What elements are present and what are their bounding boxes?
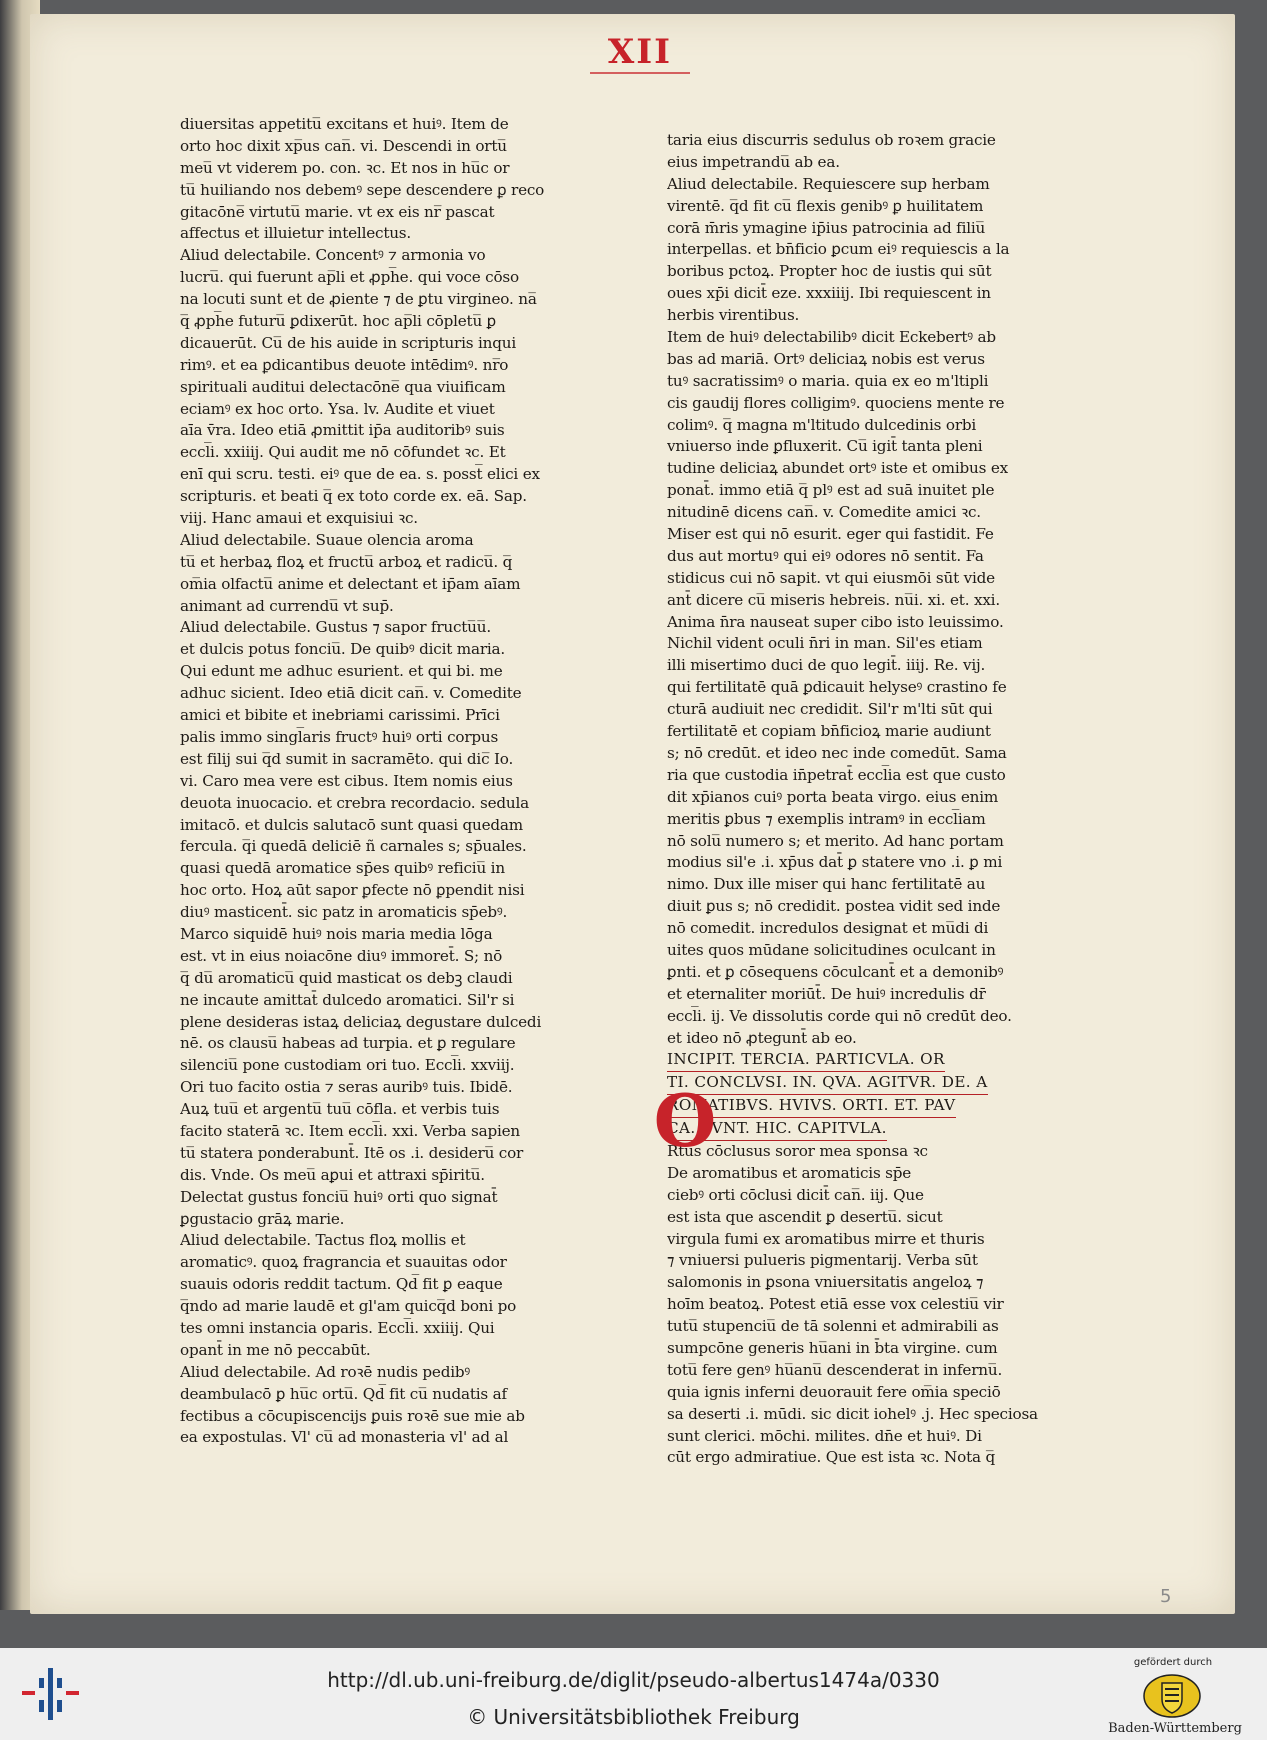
left-column-line: Ori tuo facito ostia ⁊ seras auribꝰ tuis. Ibidē. (180, 1078, 513, 1097)
right-column-line: fertilitatē et copiam bn̄ficioꝝ marie audiunt (667, 722, 991, 741)
right-column-line: est ista que ascendit ꝑ desertu̅. sicut (667, 1207, 943, 1226)
right-column-line: quia ignis inferni deuorauit fere om̅ia speciō (667, 1382, 1001, 1401)
left-column-line: orto hoc dixit xp̅us can̅. vi. Descendi in ortu̅ (180, 136, 507, 155)
left-column-line: gitacōne̅ virtutu̅ marie. vt ex eis nr̅ pascat (180, 202, 495, 221)
left-column-line: affectus et illuietur intellectus. (180, 224, 412, 243)
right-column-line: et ideo nō ꝓtegunt̄ ab eo. (667, 1028, 857, 1047)
left-column-line: Aliud delectabile. Ad roꝛē nudis pedibꝰ (180, 1362, 471, 1381)
right-column-line: Nichil vident oculi n̄ri in man. Sil'es etiam (667, 634, 983, 653)
right-column-line: cūt ergo admiratiue. Que est ista ꝛc. Nota q̅ (667, 1448, 995, 1467)
left-column-line: lucru̅. qui fuerunt ap̅li et ꝓph̅e. qui voce cōso (180, 268, 519, 287)
right-column-line: Item de huiꝰ delectabilibꝰ dicit Eckebertꝰ ab (667, 328, 996, 347)
right-column-line: dit xp̄ianos cuiꝰ porta beata virgo. eius enim (667, 787, 999, 806)
pencil-page-note: 5 (1160, 1586, 1172, 1607)
left-column-line: ne incaute amittat̄ dulcedo aromatici. Sil'r si (180, 990, 515, 1009)
right-column-line: ponat̄. immo etiā q̅ plꝰ est ad suā inuitet ple (667, 481, 995, 500)
right-column-line: et eternaliter moriūt̄. De huiꝰ incredulis dr̄ (667, 984, 986, 1003)
left-column-line: Aliud delectabile. Suaue olencia aroma (180, 530, 474, 549)
left-column-line: diuꝰ masticent̄. sic patz in aromaticis sp̄ebꝰ. (180, 903, 508, 922)
left-column-line: vi. Caro mea vere est cibus. Item nomis eius (180, 771, 513, 790)
left-column-line: fercula. q̅i quedā deliciē ñ carnales s; sp̄uales. (180, 837, 527, 856)
right-column-line: qui fertilitatē quā ꝑdicauit helyseꝰ crastino fe (667, 678, 1007, 697)
left-column-line: Delectat gustus fonciu̅ huiꝰ orti quo signat̄ (180, 1187, 498, 1206)
right-column-line: hoīm beatoꝝ. Potest etiā esse vox celestiu̅ vir (667, 1295, 1004, 1314)
left-column-line: Auꝝ tuu̅ et argentu̅ tuu̅ cōfla. et verbis tuis (180, 1100, 500, 1119)
left-column-line: meu̅ vt viderem po. con. ꝛc. Et nos in hu̅c or (180, 158, 510, 177)
right-column-line: bas ad mariā. Ortꝰ deliciaꝝ nobis est verus (667, 349, 985, 368)
left-column-line: palis immo singl̅aris fructꝰ huiꝰ orti corpus (180, 727, 499, 746)
right-column-line: diuit ꝑus s; nō credidit. postea vidit sed inde (667, 897, 1001, 916)
left-column-line: diuersitas appetitu̅ excitans et huiꝰ. Item de (180, 115, 509, 133)
left-column-line: ea expostulas. Vl' cu̅ ad monasteria vl' ad al (180, 1428, 509, 1447)
left-column-line: q̅ ꝓph̅e futuru̅ ꝑdixerūt. hoc ap̅li cōpletu̅ ꝑ (180, 312, 497, 331)
right-column-line: tutu̅ stupenciu̅ de tā solenni et admirabili as (667, 1317, 999, 1336)
right-column-line: nimo. Dux ille miser qui hanc fertilitatē au (667, 875, 986, 894)
right-column-line: De aromatibus et aromaticis sp̄e (667, 1163, 912, 1182)
left-column-line: animant ad currendu̅ vt sup̄. (180, 596, 394, 615)
right-column-line: tuꝰ sacratissimꝰ o maria. quia ex eo m'ltipli (667, 371, 989, 390)
sponsor-label: gefördert durch (1133, 1657, 1213, 1668)
right-column-line: oues xp̄i dicit̄ eze. xxxiiij. Ibi requiescent in (667, 284, 991, 303)
left-column-line: q̅ du̅ aromaticu̅ quid masticat os debꝫ claudi (180, 968, 513, 987)
right-column-line: sa deserti .i. mūdi. sic dicit iohelꝰ .j. Hec speciosa (667, 1404, 1038, 1423)
left-column-line: Qui edunt me adhuc esurient. et qui bi. me (180, 662, 503, 681)
right-column-line: Aliud delectabile. Requiescere sup herbam (667, 174, 990, 193)
left-column-line: silenciu̅ pone custodiam ori tuo. Eccl̅i. xxviij. (180, 1056, 515, 1075)
left-column-line: deuota inuocacio. et crebra recordacio. sedula (180, 793, 530, 812)
right-column-line: vniuerso inde ꝑfluxerit. Cu̅ igit̄ tanta pleni (667, 437, 983, 456)
right-column-line: eius impetrandu̅ ab ea. (667, 152, 840, 171)
left-column-line: suauis odoris reddit tactum. Qd̅ fit ꝑ eaque (180, 1275, 503, 1294)
left-column-line: Aliud delectabile. Tactus floꝝ mollis et (180, 1231, 466, 1250)
right-column-line: cis gaudij flores colligimꝰ. quociens mente re (667, 393, 1005, 412)
left-column-line: aīa v̄ra. Ideo etiā ꝓmittit ip̄a auditoribꝰ suis (180, 421, 505, 440)
right-column-line: nō comedit. incredulos designat et mu̅di di (667, 919, 989, 938)
right-column-line: boribus pctoꝝ. Propter hoc de iustis qui sūt (667, 262, 992, 281)
left-column-line: tu̅ et herbaꝝ floꝝ et fructu̅ arboꝝ et radicu̅. q̅ (180, 552, 513, 571)
left-column-line: scripturis. et beati q̅ ex toto corde ex. eā. Sap. (180, 487, 527, 506)
right-column-line: herbis virentibus. (667, 306, 800, 325)
right-column-line: nō solu̅ numero s; et merito. Ad hanc portam (667, 831, 1004, 850)
text-column-left (180, 114, 572, 1449)
right-column-line: tudine deliciaꝝ abundet ortꝰ iste et omibus ex (667, 459, 1008, 478)
right-column-line: s; nō credūt. et ideo nec inde comedūt. Sama (667, 743, 1007, 762)
right-column-line: ꝑnti. et ꝑ cōsequens cōculcant̄ et a demonibꝰ (667, 962, 1004, 981)
left-column-line: ꝑgustacio grāꝝ marie. (180, 1209, 345, 1228)
left-column-line: amici et bibite et inebriami carissimi. Prīci (180, 706, 500, 725)
right-column-line: cturā audiuit nec credidit. Sil'r m'lti sūt qui (667, 700, 993, 719)
right-column-line: meritis ꝑbus ⁊ exemplis intramꝰ in eccl̅iam (667, 809, 986, 828)
left-column-line: eccl̅i. xxiiij. Qui audit me nō cōfundet ꝛc. Et (180, 443, 506, 462)
right-column-line: uites quos mūdane solicitudines oculcant in (667, 940, 996, 959)
right-column-line: interpellas. et bn̄ficio ꝑcum eiꝰ requiescis a la (667, 240, 1010, 259)
right-column-line: TI. CONCLVSI. IN. QVA. AGITVR. DE. A (667, 1072, 988, 1095)
left-column-line: dicauerūt. Cu̅ de his auide in scripturis inqui (180, 333, 516, 352)
right-column-line: corā m̄ris ymagine ip̄ius patrocinia ad filiu̅ (667, 218, 986, 237)
right-column-line: ria que custodia in̄petrat̄ eccl̅ia est que custo (667, 765, 1006, 784)
right-column-line: ⁊ vniuersi pulueris pigmentarij. Verba sūt (667, 1251, 978, 1270)
right-column-line: virgula fumi ex aromatibus mirre et thuris (667, 1229, 985, 1248)
right-column-line: dus aut mortuꝰ qui eiꝰ odores nō sentit. Fa (667, 546, 984, 565)
left-column-line: tu̅ huiliando nos debemꝰ sepe descendere ꝑ reco (180, 180, 545, 199)
left-column-line: tes omni instancia oparis. Eccl̅i. xxiiij. Qui (180, 1318, 495, 1337)
left-column-line: hoc orto. Hoꝝ aūt sapor ꝑfecte nō ꝑpendit nisi (180, 881, 525, 900)
left-column-line: aromaticꝰ. quoꝝ fragrancia et suauitas odor (180, 1253, 507, 1272)
right-column-line: nitudinē dicens can̅. v. Comedite amici ꝛc. (667, 503, 981, 522)
right-column-line: totu̅ fere genꝰ hu̅anu̅ descenderat in infernu̅. (667, 1360, 1003, 1379)
left-column-line: opant̄ in me nō peccabūt. (180, 1340, 371, 1359)
left-column-line: viij. Hanc amaui et exquisiui ꝛc. (180, 509, 418, 528)
sponsor-name: Baden-Württemberg (1108, 1721, 1242, 1736)
left-column-line: est filij sui q̅d sumit in sacramēto. qui dic̅ Io. (180, 749, 514, 768)
left-column-line: fectibus a cōcupiscencijs ꝑuis roꝛē sue mie ab (180, 1406, 525, 1425)
right-column-line: virentē. q̅d fit cu̅ flexis genibꝰ ꝑ huilitatem (667, 196, 984, 215)
text-column-right (667, 130, 1047, 1469)
right-column-line: taria eius discurris sedulus ob roꝛem gracie (667, 131, 996, 149)
left-column-line: quasi quedā aromatice sp̄es quibꝰ reficiu̅ in (180, 859, 505, 878)
right-column-line: eccl̅i. ij. Ve dissolutis corde qui nō credūt deo. (667, 1006, 1012, 1025)
right-column-line: illi misertimo duci de quo legit̄. iiij. Re. vij. (667, 656, 986, 675)
left-column-line: rimꝰ. et ea ꝑdicantibus deuote intēdimꝰ. nr̅o (180, 355, 509, 374)
right-column-line: Anima n̄ra nauseat super cibo isto leuissimo. (667, 612, 1004, 631)
folio-underline (590, 72, 690, 74)
right-column-line: CA. SVNT. HIC. CAPITVLA. (667, 1118, 887, 1141)
left-column-line: nē. os clausu̅ habeas ad turpia. et ꝑ regulare (180, 1034, 516, 1053)
left-column-line: et dulcis potus fonciu̅. De quibꝰ dicit maria. (180, 640, 506, 659)
right-column-line: sunt clerici. mōchi. milites. dn̄e et huiꝰ. Di (667, 1426, 982, 1445)
right-column-line: Rtus cōclusus soror mea sponsa ꝛc (667, 1141, 928, 1160)
left-column-line: Aliud delectabile. Concentꝰ ⁊ armonia vo (180, 246, 486, 265)
left-column-line: Aliud delectabile. Gustus ⁊ sapor fructu̅u̅. (180, 618, 491, 637)
left-column-line: plene desideras istaꝝ deliciaꝝ degustare dulcedi (180, 1012, 542, 1031)
left-column-line: spirituali auditui delectacōne̅ qua viuificam (180, 377, 506, 396)
right-column-line: ROMATIBVS. HVIVS. ORTI. ET. PAV (667, 1095, 956, 1118)
left-column-line: om̅ia olfactu̅ anime et delectant et ip̄am aīam (180, 574, 521, 593)
left-column-line: facito staterā ꝛc. Item eccl̅i. xxi. Verba sapien (180, 1121, 521, 1140)
right-column-line: ant̄ dicere cu̅ miseris hebreis. nu̅i. xi. et. xxi. (667, 590, 1000, 609)
copyright-notice: © Universitätsbibliothek Freiburg (467, 1705, 800, 1729)
left-column-line: eciamꝰ ex hoc orto. Ysa. lv. Audite et viuet (180, 399, 495, 418)
right-column-line: ciebꝰ orti cōclusi dicit̄ can̅. iij. Que (667, 1185, 924, 1204)
right-column-line: INCIPIT. TERCIA. PARTICVLA. OR (667, 1049, 945, 1072)
left-column-line: tu̅ statera ponderabunt̄. Itē os .i. desideru̅ cor (180, 1143, 524, 1162)
right-column-line: stidicus cui nō sapit. vt qui eiusmōi sūt vide (667, 568, 995, 587)
right-column-line: Miser est qui nō esurit. eger qui fastidit. Fe (667, 525, 994, 544)
baden-wuerttemberg-crest-icon (1142, 1673, 1202, 1719)
left-column-line: est. vt in eius noiacōne diuꝰ immoret̄. S; nō (180, 946, 503, 965)
right-column-line: sumpcōne generis hu̅ani in b̄ta virgine. cum (667, 1338, 998, 1357)
permalink-url[interactable]: http://dl.ub.uni-freiburg.de/diglit/pseudo-albertus1474a/0330 (327, 1668, 940, 1692)
left-column-line: enī qui scru. testi. eiꝰ que de ea. s. posst̅ elici ex (180, 465, 540, 484)
left-column-line: dis. Vnde. Os meu̅ aꝑui et attraxi sp̄iritu̅. (180, 1165, 485, 1184)
right-column-line: salomonis in ꝑsona vniuersitatis angeloꝝ ⁊ (667, 1273, 984, 1292)
left-column-line: adhuc sicient. Ideo etiā dicit can̅. v. Comedite (180, 684, 522, 703)
decorated-initial: O (653, 1078, 717, 1163)
left-column-line: q̅ndo ad marie laudē et gl'am quicq̅d boni po (180, 1297, 517, 1316)
viewer-footer (0, 1648, 1267, 1740)
left-column-line: deambulacō ꝑ hu̅c ortu̅. Qd̅ fit cu̅ nudatis af (180, 1384, 507, 1403)
right-column-line: colimꝰ. q̅ magna m'ltitudo dulcedinis orbi (667, 415, 977, 434)
left-column-line: imitacō. et dulcis salutacō sunt quasi quedam (180, 815, 523, 834)
right-column-line: modius sil'e .i. xp̄us dat̄ ꝑ statere vno .i. ꝑ mi (667, 853, 1003, 872)
left-column-line: Marco siquidē huiꝰ nois maria media lōga (180, 924, 493, 943)
left-column-line: na locuti sunt et de ꝓiente ⁊ de ꝑtu virgineo. na̅ (180, 290, 537, 309)
folio-number: XII (607, 32, 673, 72)
